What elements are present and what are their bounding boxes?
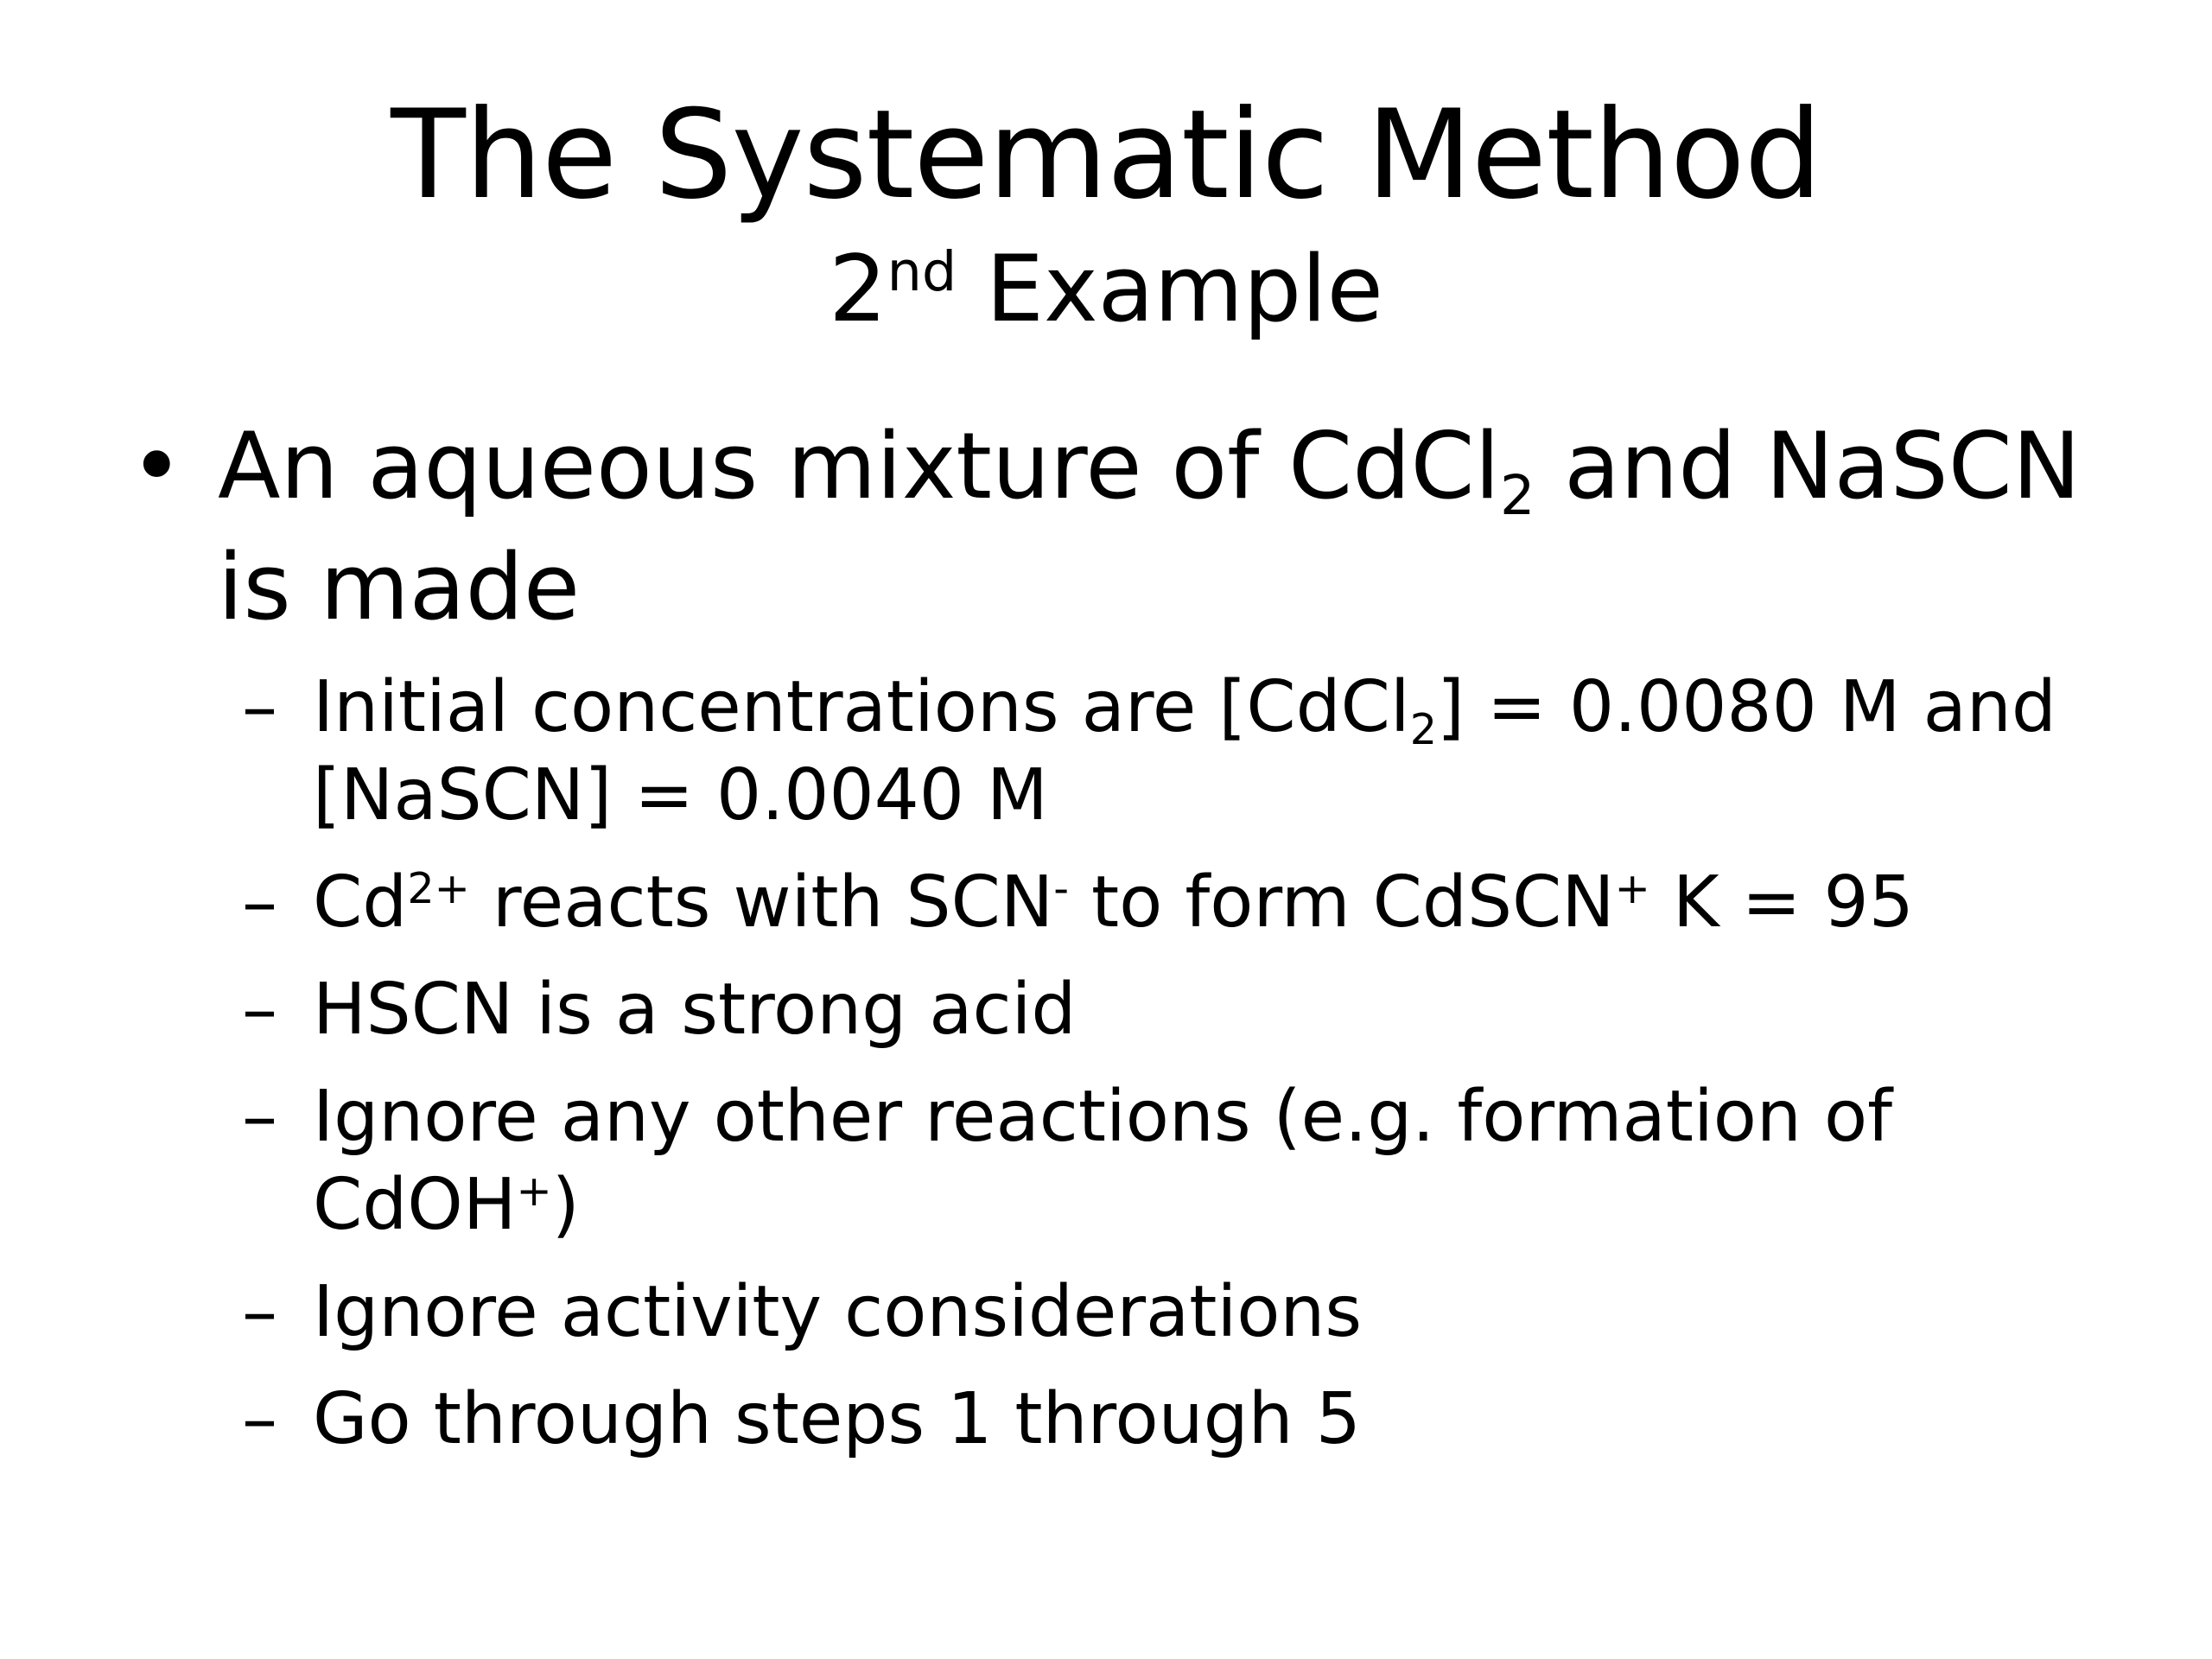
subscript: 2 xyxy=(1409,703,1437,754)
superscript: - xyxy=(1053,862,1069,913)
subtitle-text: Example xyxy=(957,236,1383,342)
dash-icon: – xyxy=(242,666,277,748)
slide-subtitle xyxy=(0,233,2212,346)
sub-bullet-text-part: reacts with SCN xyxy=(469,861,1054,944)
subtitle-number: 2 xyxy=(829,236,887,342)
dash-icon: – xyxy=(242,861,277,944)
sub-bullet-ignore-reactions xyxy=(242,1073,2100,1249)
bullet-dot-icon: • xyxy=(130,413,184,519)
sub-bullet-text: HSCN is a strong acid xyxy=(313,969,1077,1051)
sub-bullet-text-part: Ignore any other reactions (e.g. formation of CdOH xyxy=(313,1076,1892,1246)
sub-bullet-text-part: Initial concentrations are [CdCl xyxy=(313,666,1410,748)
sub-bullet-text-part: K = 95 xyxy=(1649,861,1914,944)
dash-icon: – xyxy=(242,1271,277,1353)
dash-icon: – xyxy=(242,1378,277,1460)
sub-bullet-text-part: to form CdSCN xyxy=(1068,861,1615,944)
main-bullet xyxy=(130,406,2117,648)
sub-bullet-steps xyxy=(242,1376,2100,1464)
sub-bullet-list xyxy=(242,664,2100,1483)
sub-bullet-text-part: Cd xyxy=(313,861,408,944)
dash-icon: – xyxy=(242,1076,277,1158)
main-bullet-text-part: and NaSCN is made xyxy=(218,413,2082,640)
sub-bullet-text-part: ) xyxy=(551,1164,580,1246)
sub-bullet-text-part: ] = 0.0080 M and [NaSCN] = 0.0040 M xyxy=(313,666,2056,836)
sub-bullet-initial-concentrations xyxy=(242,664,2100,840)
sub-bullet-ignore-activity xyxy=(242,1268,2100,1357)
slide-title: The Systematic Method xyxy=(391,84,1821,226)
superscript: + xyxy=(516,1165,552,1216)
main-bullet-text-part: An aqueous mixture of CdCl xyxy=(218,413,1500,519)
subtitle-ordinal-suffix: nd xyxy=(887,239,957,304)
sub-bullet-strong-acid xyxy=(242,966,2100,1054)
superscript: + xyxy=(1614,862,1650,913)
subscript: 2 xyxy=(1499,463,1535,528)
sub-bullet-text: Ignore activity considerations xyxy=(313,1271,1363,1353)
superscript: 2+ xyxy=(407,862,470,913)
dash-icon: – xyxy=(242,969,277,1051)
sub-bullet-text: Go through steps 1 through 5 xyxy=(313,1378,1361,1460)
main-bullet-text xyxy=(218,406,2117,648)
sub-bullet-reaction xyxy=(242,859,2100,947)
